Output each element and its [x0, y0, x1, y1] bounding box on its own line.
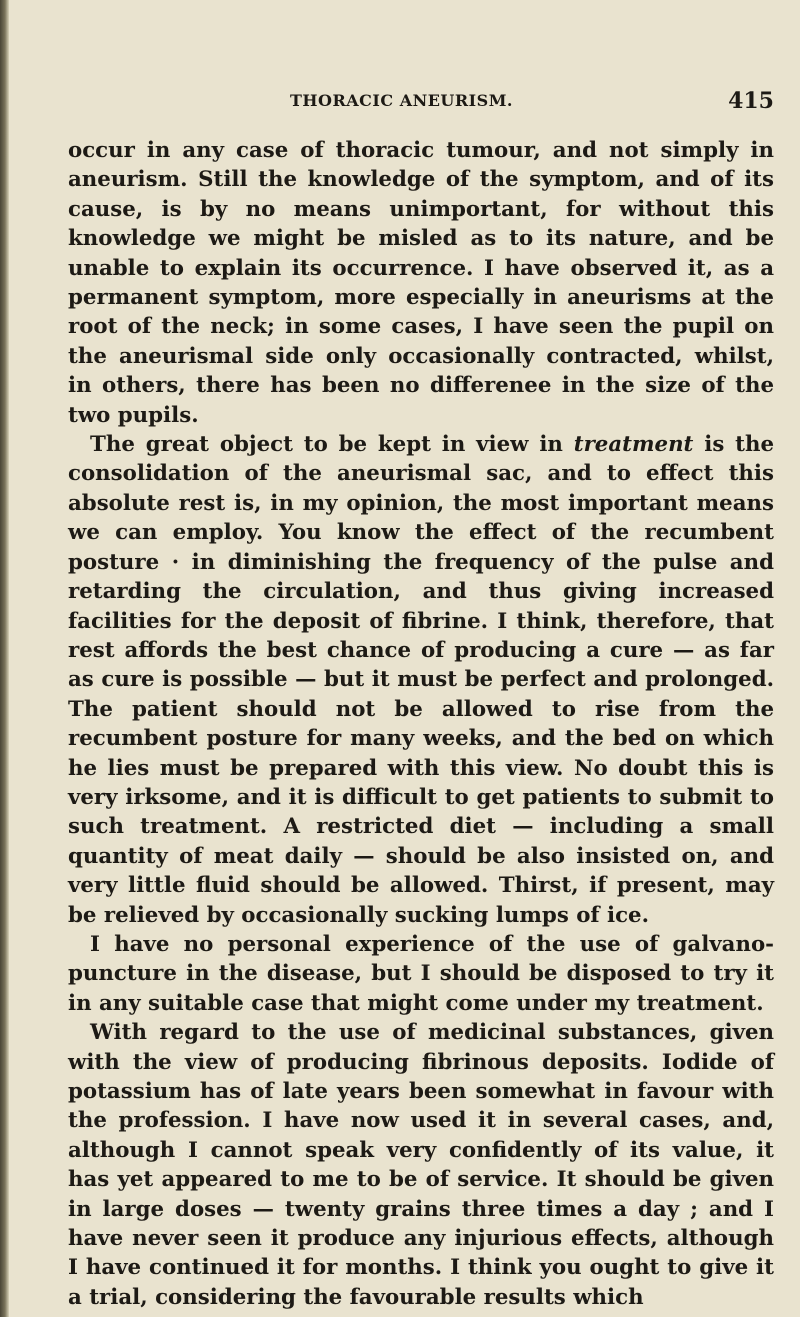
paragraph-1: occur in any case of thoracic tumour, and not simply in aneurism. Still the knowledge of the symptom, and of its cause, is by no means unimportant, for without this knowledge we might be misled as to its nature, and be unable to explain its occurrence. I have observed it, as a permanent symptom, more especially in aneurisms at the root of the neck; in some cases, I have seen the pupil on the aneurismal side only occasionally contracted, whilst, in others, there has been no differenee in the size of the two pupils.	[68, 138, 774, 428]
page-number: 415	[728, 88, 774, 114]
book-page	[68, 88, 774, 1312]
paragraph-2	[68, 430, 774, 930]
treatment-italic: treatment	[573, 432, 694, 458]
paragraph-2-start: The great object to be kept in view in	[90, 432, 574, 458]
paragraph-4: With regard to the use of medicinal substances, given with the view of producing fibrinous deposits. Iodide of potassium has of late years been somewhat in favour with the profession. I have now used it in several cases, and, although I cannot speak very confidently of its value, it has yet appeared to me to be of service. It should be given in large doses — twenty grains three times a day ; and I have never seen it produce any injurious effects, although I have continued it for months. I think you ought to give it a trial, considering the favourable results which	[68, 1020, 774, 1310]
body-text	[68, 136, 774, 1312]
running-head: THORACIC ANEURISM.	[290, 91, 513, 110]
paragraph-3: I have no personal experience of the use of galvano-puncture in the disease, but I should be disposed to try it in any suitable case that might come under my treatment.	[68, 931, 774, 1016]
book-spine-edge	[0, 0, 9, 1317]
paragraph-2-rest: is the consolidation of the aneurismal sac, and to effect this absolute rest is, in my opinion, the most important means we can employ. You know the effect of the recumbent posture · in diminishing the frequency of the pulse and retarding the circulation, and thus giving increased facilities for the deposit of fibrine. I think, therefore, that rest affords the best chance of producing a cure — as far as cure is possible — but it must be perfect and prolonged. The patient should not be allowed to rise from the recumbent posture for many weeks, and the bed on which he lies must be prepared with this view. No doubt this is very irksome, and it is difficult to get patients to submit to such treatment. A restricted diet — including a small quantity of meat daily — should be also insisted on, and very little fluid should be allowed. Thirst, if present, may be relieved by occasionally sucking lumps of ice.	[68, 432, 774, 928]
page-header	[70, 88, 774, 116]
